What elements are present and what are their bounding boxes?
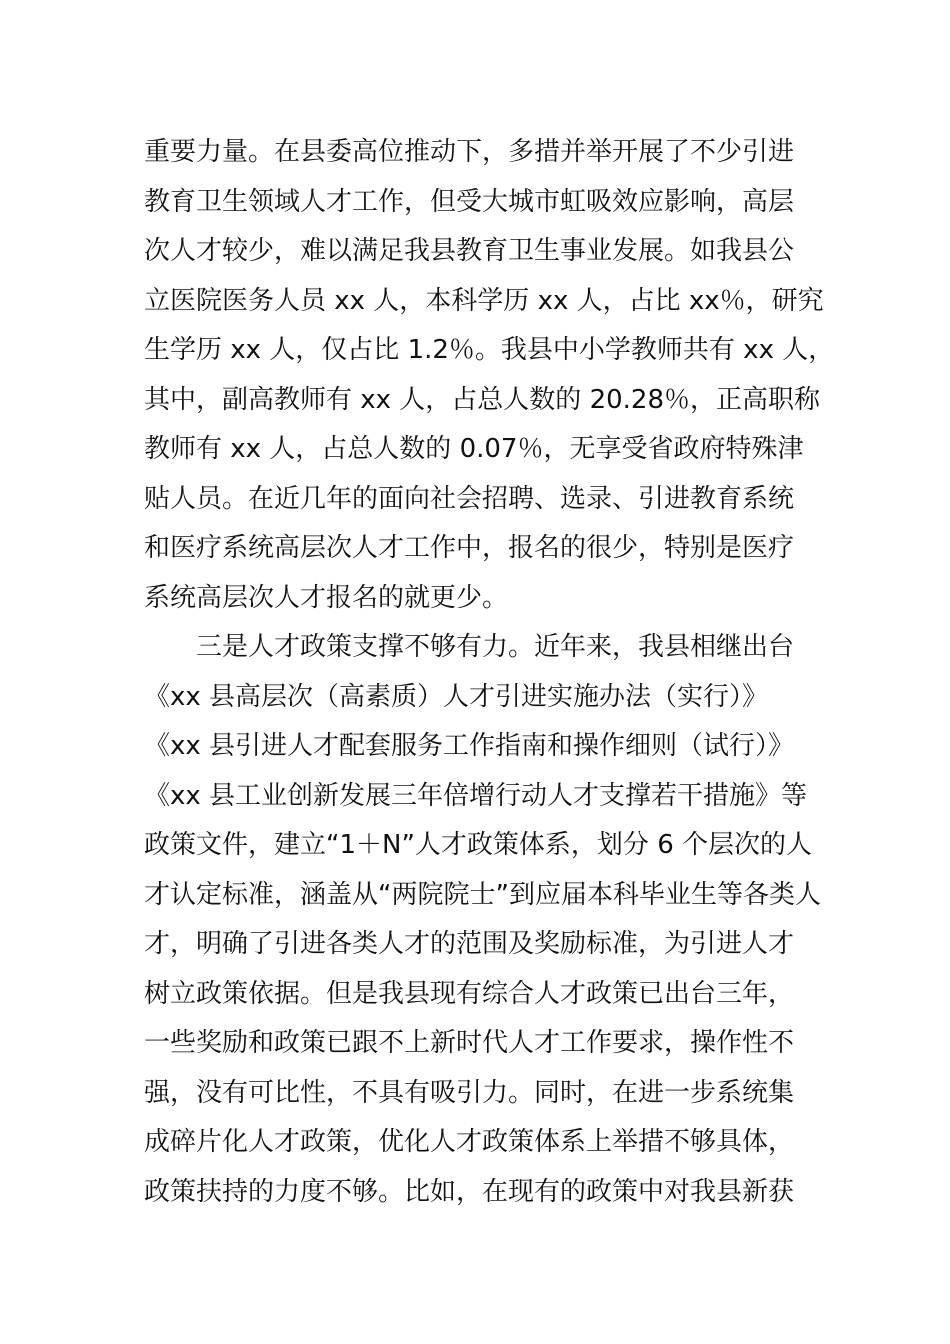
text-line: 《xx 县引进人才配套服务工作指南和操作细则（试行）》 [144,731,795,761]
text-line: 其中，副高教师有 xx 人，占总人数的 20.28％，正高职称 [144,384,821,415]
text-line: 才认定标准，涵盖从“两院院士”到应届本科毕业生等各类人 [144,879,821,910]
text-line: 重要力量。在县委高位推动下，多措并举开展了不少引进 [144,137,795,167]
text-line: 和医疗系统高层次人才工作中，报名的很少，特别是医疗 [144,533,795,563]
text-line: 教师有 xx 人，占总人数的 0.07％，无享受省政府特殊津 [144,434,804,464]
text-line: 一些奖励和政策已跟不上新时代人才工作要求，操作性不 [144,1028,795,1058]
text-line: 才，明确了引进各类人才的范围及奖励标准，为引进人才 [144,929,795,959]
text-line: 成碎片化人才政策，优化人才政策体系上举措不够具体， [144,1127,795,1157]
text-line: 教育卫生领域人才工作，但受大城市虹吸效应影响，高层 [144,186,795,217]
text-line: 政策扶持的力度不够。比如，在现有的政策中对我县新获 [144,1176,795,1207]
body-text [144,128,834,1217]
text-line: 系统高层次人才报名的就更少。 [144,582,509,613]
text-line: 树立政策依据。但是我县现有综合人才政策已出台三年， [144,978,795,1009]
text-line: 政策文件，建立“1＋N”人才政策体系，划分 6 个层次的人 [144,830,813,860]
text-line: 《xx 县工业创新发展三年倍增行动人才支撑若干措施》等 [144,780,808,811]
text-line: 贴人员。在近几年的面向社会招聘、选录、引进教育系统 [144,483,795,514]
text-line: 生学历 xx 人，仅占比 1.2％。我县中小学教师共有 xx 人， [144,335,835,365]
text-line: 立医院医务人员 xx 人，本科学历 xx 人，占比 xx％，研究 [144,285,824,316]
text-line: 《xx 县高层次（高素质）人才引进实施办法（实行）》 [144,681,769,712]
text-line: 强，没有可比性，不具有吸引力。同时，在进一步系统集 [144,1077,795,1108]
text-line: 次人才较少，难以满足我县教育卫生事业发展。如我县公 [144,236,795,266]
paragraph-start-line: 三是人才政策支撑不够有力。近年来，我县相继出台 [144,632,795,662]
